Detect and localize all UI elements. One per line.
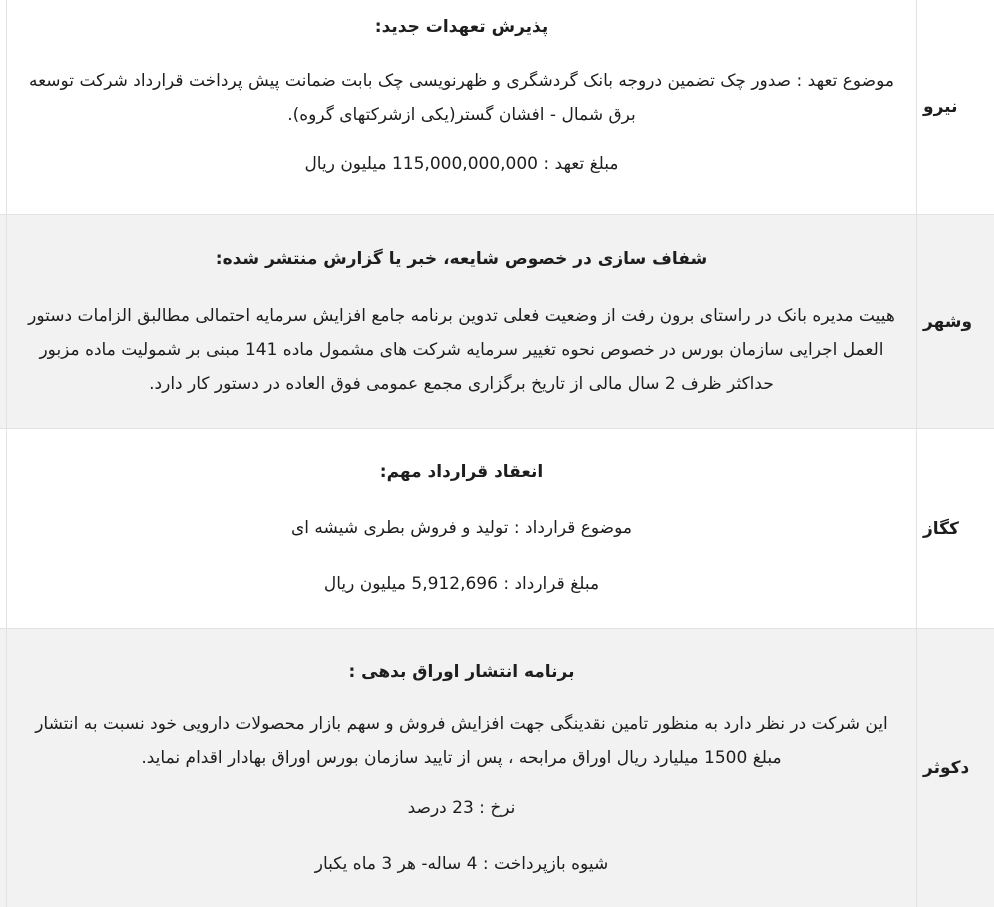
content-cell: [6, 215, 916, 428]
content-cell: [6, 0, 916, 214]
announcement-heading: برنامه انتشار اوراق بدهی :: [348, 662, 575, 682]
announcement-amount: مبلغ تعهد : 115,000,000,000 میلیون ریال: [304, 154, 619, 174]
table-row: [0, 429, 994, 629]
table-row: [0, 215, 994, 429]
announcement-heading: انعقاد قرارداد مهم:: [379, 462, 544, 482]
announcement-heading: پذیرش تعهدات جدید:: [374, 17, 549, 37]
announcement-rate: نرخ : 23 درصد: [407, 798, 516, 818]
announcement-text: این شرکت در نظر دارد به منظور تامین نقدینگی جهت افزایش فروش و سهم بازار محصولات دارویی خود نسبت به انتشار مبلغ 1500 میلیارد ریال اوراق مرابحه ، پس از تایید سازمان بورس اوراق بهادار اقدام نماید.: [35, 714, 888, 768]
symbol-cell: نیرو: [916, 0, 994, 214]
announcement-subject: موضوع قرارداد : تولید و فروش بطری شیشه ای: [291, 518, 632, 538]
table-row: [0, 629, 994, 907]
symbol-cell: وشهر: [916, 215, 994, 428]
announcement-amount: مبلغ قرارداد : 5,912,696 میلیون ریال: [323, 574, 600, 594]
announcement-text: موضوع تعهد : صدور چک تضمین دروجه بانک گردشگری و ظهرنویسی چک بابت ضمانت پیش پرداخت قرارداد شرکت توسعه برق شمال - افشان گستر(یکی ازشرکتهای گروه).: [28, 71, 895, 125]
symbol-cell: دکوثر: [916, 629, 994, 907]
announcement-heading: شفاف سازی در خصوص شایعه، خبر یا گزارش منتشر شده:: [215, 249, 708, 269]
announcement-repayment: شیوه بازپرداخت : 4 ساله- هر 3 ماه یکبار: [314, 854, 609, 874]
content-cell: [6, 429, 916, 628]
table-row: [0, 0, 994, 215]
symbol-cell: کگاز: [916, 429, 994, 628]
announcement-text: هییت مدیره بانک در راستای برون رفت از وضعیت فعلی تدوین برنامه جامع افزایش سرمایه احتمالی مطالبق الزامات دستور العمل اجرایی سازمان بورس در خصوص نحوه تغییر سرمایه شرکت های مشمول ماده 141 مبنی بر شمولیت ماده مزبور حداکثر ظرف 2 سال مالی از تاریخ برگزاری مجمع عمومی فوق العاده در دستور کار دارد.: [28, 306, 895, 394]
content-cell: [6, 629, 916, 907]
